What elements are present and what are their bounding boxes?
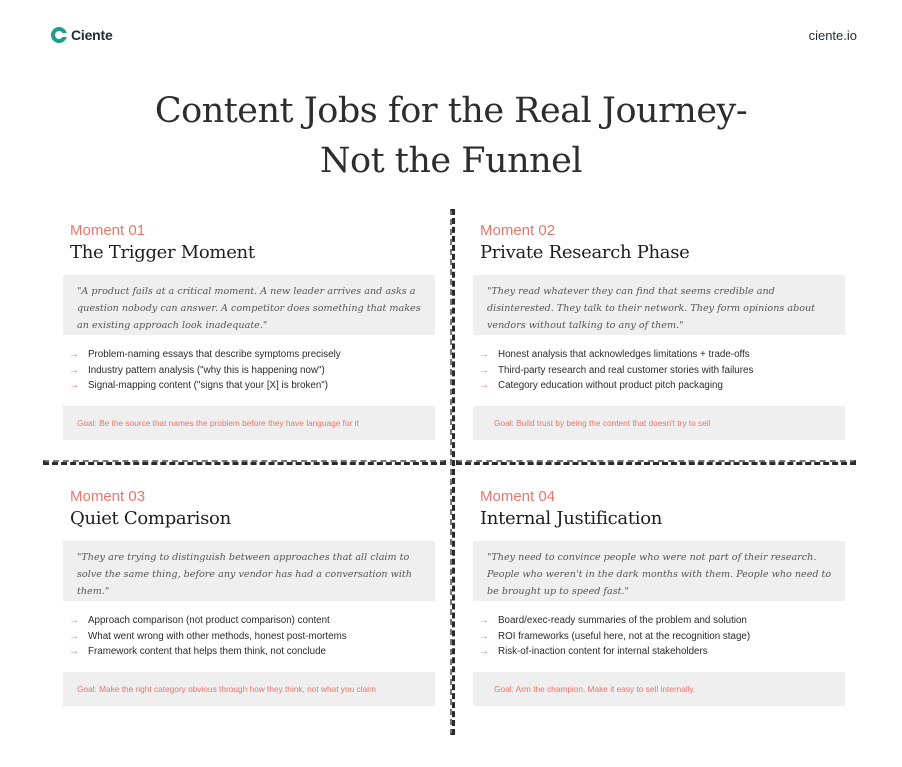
goal-box: Goal: Arm the champion. Make it easy to sell internally. — [473, 672, 845, 706]
horizontal-divider-right — [456, 460, 856, 465]
arrow-right-icon: → — [69, 380, 79, 392]
arrow-right-icon: → — [69, 349, 79, 360]
moment-label: Moment 02 — [480, 222, 556, 239]
ciente-logo-icon — [51, 27, 67, 43]
list-item — [479, 644, 845, 660]
horizontal-divider-left — [43, 460, 446, 465]
brand-logo — [51, 27, 113, 43]
list-item — [479, 363, 845, 379]
arrow-right-icon: → — [479, 349, 489, 360]
list-item — [479, 629, 845, 645]
content-list — [63, 347, 435, 394]
title-line-2: Not the Funnel — [319, 141, 583, 181]
moment-heading: The Trigger Moment — [70, 242, 255, 263]
moment-quote: "A product fails at a critical moment. A new leader arrives and asks a question nobody can answer. A competitor does something that makes an existing approach look inadequate." — [63, 275, 435, 335]
moment-label: Moment 01 — [70, 222, 146, 239]
list-item — [479, 378, 845, 394]
list-item-text: Signal-mapping content ("signs that your [X] is broken") — [88, 380, 329, 392]
page-title — [0, 86, 902, 186]
moment-card-03 — [63, 488, 435, 706]
list-item — [479, 613, 845, 629]
list-item — [69, 629, 435, 645]
list-item-text: Third-party research and real customer stories with failures — [498, 364, 754, 376]
list-item — [69, 644, 435, 660]
list-item — [69, 613, 435, 629]
moment-quote: "They are trying to distinguish between approaches that all claim to solve the same thing, before any vendor has had a conversation with them." — [63, 541, 435, 601]
moment-card-04 — [473, 488, 845, 706]
list-item-text: Framework content that helps them think, not conclude — [88, 646, 326, 658]
content-list — [473, 613, 845, 660]
arrow-right-icon: → — [479, 380, 489, 392]
arrow-right-icon: → — [69, 364, 79, 376]
arrow-right-icon: → — [479, 364, 489, 376]
arrow-right-icon: → — [69, 630, 79, 642]
logo-text: Ciente — [71, 27, 113, 43]
goal-box: Goal: Build trust by being the content that doesn't try to sell — [473, 406, 845, 440]
arrow-right-icon: → — [479, 630, 489, 642]
moment-card-01 — [63, 222, 435, 440]
list-item-text: Industry pattern analysis ("why this is happening now") — [88, 364, 325, 376]
list-item-text: Risk-of-inaction content for internal stakeholders — [498, 646, 708, 658]
arrow-right-icon: → — [69, 646, 79, 658]
arrow-right-icon: → — [69, 615, 79, 626]
list-item-text: ROI frameworks (useful here, not at the recognition stage) — [498, 630, 751, 642]
list-item-text: What went wrong with other methods, honest post-mortems — [88, 630, 347, 642]
list-item — [69, 378, 435, 394]
list-item — [69, 363, 435, 379]
moment-heading: Quiet Comparison — [70, 508, 231, 529]
moment-heading: Internal Justification — [480, 508, 663, 529]
content-list — [473, 347, 845, 394]
list-item-text: Honest analysis that acknowledges limitations + trade-offs — [498, 349, 750, 360]
moment-quote: "They need to convince people who were not part of their research. People who weren't in the dark months with them. People who need to be brought up to speed fast." — [473, 541, 845, 601]
list-item — [479, 347, 845, 363]
goal-box: Goal: Make the right category obvious through how they think, not what you claim — [63, 672, 435, 706]
moment-quote: "They read whatever they can find that seems credible and disinterested. They talk to their network. They form opinions about vendors without talking to any of them." — [473, 275, 845, 335]
moment-label: Moment 04 — [480, 488, 556, 505]
moment-card-02 — [473, 222, 845, 440]
arrow-right-icon: → — [479, 646, 489, 658]
vertical-divider — [450, 209, 455, 735]
moment-label: Moment 03 — [70, 488, 146, 505]
list-item-text: Approach comparison (not product comparison) content — [88, 615, 330, 626]
content-list — [63, 613, 435, 660]
list-item-text: Problem-naming essays that describe symptoms precisely — [88, 349, 341, 360]
goal-box: Goal: Be the source that names the problem before they have language for it — [63, 406, 435, 440]
list-item-text: Category education without product pitch packaging — [498, 380, 723, 392]
list-item-text: Board/exec-ready summaries of the problem and solution — [498, 615, 747, 626]
moment-heading: Private Research Phase — [480, 242, 690, 263]
title-line-1: Content Jobs for the Real Journey- — [154, 91, 748, 131]
arrow-right-icon: → — [479, 615, 489, 626]
site-url: ciente.io — [808, 28, 857, 43]
list-item — [69, 347, 435, 363]
